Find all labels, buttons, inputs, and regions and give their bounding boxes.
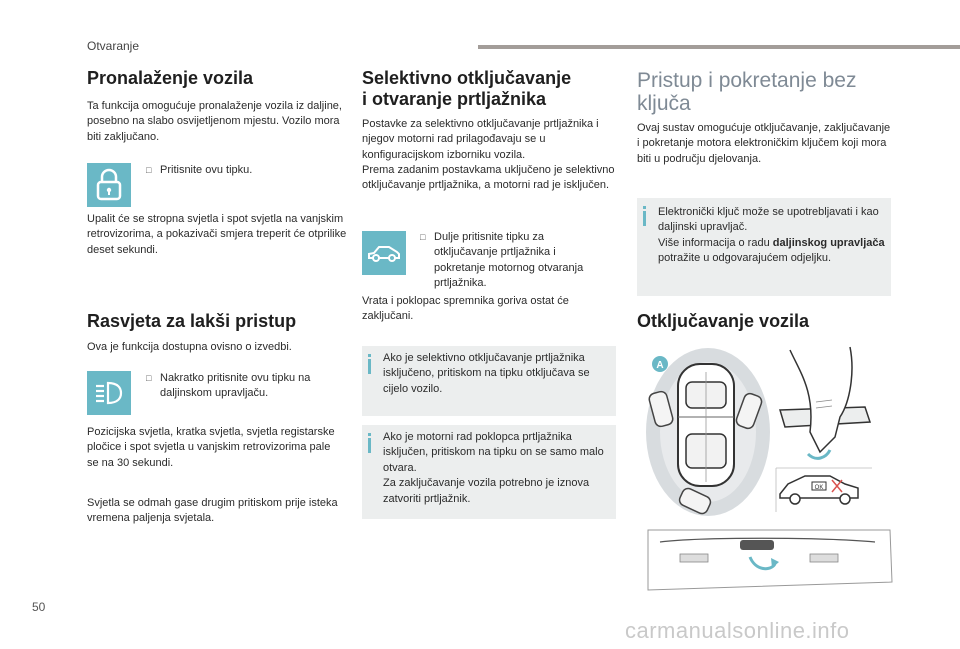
title-vehicle-locator: Pronalaženje vozila — [87, 68, 254, 88]
title-line-2: i otvaranje prtljažnika — [362, 89, 547, 109]
door-handle-hand-icon — [780, 347, 870, 458]
car-keyless-illustration — [640, 342, 895, 607]
title-line-1: Pristup i pokretanje bez — [637, 69, 857, 92]
lighting-step-text: Nakratko pritisnite ovu tipku na daljinskom upravljaču. — [160, 372, 311, 400]
locator-step — [146, 163, 346, 178]
unlocking-illustration — [640, 342, 895, 607]
info-icon — [643, 206, 646, 226]
car-boot-icon — [367, 242, 401, 264]
info-text: Ako je selektivno otključavanje prtljažnika isključeno, pritiskom na tipku otključava se cijelo vozilo. — [383, 352, 590, 395]
locator-step-text: Pritisnite ovu tipku. — [160, 164, 253, 176]
info-text — [383, 430, 611, 507]
page-number: 50 — [32, 600, 46, 614]
lighting-step — [146, 371, 346, 402]
lock-button-icon-box — [87, 163, 131, 207]
watermark: carmanualsonline.info — [625, 618, 850, 643]
section-header: Otvaranje — [87, 39, 140, 53]
info-icon — [368, 433, 371, 453]
title-unlocking-vehicle: Otključavanje vozila — [637, 311, 810, 331]
square-bullet-icon: □ — [146, 373, 152, 383]
headlamp-button-icon-box — [87, 371, 131, 415]
car-top-view-icon — [678, 364, 734, 486]
info-box-selective-off — [362, 346, 616, 416]
square-bullet-icon: □ — [146, 165, 152, 175]
boot-button-icon-box — [362, 231, 406, 275]
title-line-2: ključa — [637, 92, 691, 115]
car-side-icon — [780, 476, 858, 504]
keyless-intro: Ovaj sustav omogućuje otključavanje, zaključavanje i pokretanje motora elektroničkim ključem koji mora biti u području djelovanja. — [637, 122, 891, 165]
title-selective-unlocking — [362, 68, 571, 110]
info-text-part-1: Elektronički ključ može se upotrebljavati i kao daljinski upravljač. — [658, 206, 879, 234]
lighting-intro: Ova je funkcija dostupna ovisno o izvedbi. — [87, 341, 292, 353]
header-bar — [478, 45, 960, 49]
info-text-part-1: Ako je motorni rad poklopca prtljažnika isključen, pritiskom na tipku on se samo malo otvara. — [383, 431, 604, 474]
info-text-bold: daljinskog upravljača — [772, 236, 885, 249]
title-keyless-access — [637, 69, 856, 115]
info-box-motor-off — [362, 425, 616, 519]
boot-result: Vrata i poklopac spremnika goriva ostat će zaključani. — [362, 295, 569, 323]
info-text-part-2: Za zaključavanje vozila potrebno je iznova zatvoriti prtljažnik. — [383, 477, 590, 505]
title-guide-lighting: Rasvjeta za lakši pristup — [87, 311, 297, 331]
boot-step-text: Dulje pritisnite tipku za otključavanje prtljažnika i pokretanje motornog otvaranja prtljažnika. — [434, 231, 584, 290]
info-text — [658, 205, 886, 267]
locator-intro: Ta funkcija omogućuje pronalaženje vozila iz daljine, posebno na slabo osvijetljenom mjestu. Vozilo mora biti zaključano. — [87, 100, 342, 143]
info-text-part-2: Više informacija o radu — [658, 236, 773, 249]
selective-defaults: Prema zadanim postavkama uključeno je selektivno otključavanje prtljažnika, a motorni rad je isključen. — [362, 164, 615, 192]
label-a-badge: A — [656, 360, 664, 371]
headlamp-icon — [94, 380, 124, 406]
padlock-icon — [94, 168, 124, 202]
ok-label: OK — [814, 485, 824, 491]
info-icon — [368, 354, 371, 374]
boot-step — [420, 230, 600, 292]
info-text-part-3: potražite u odgovarajućem odjeljku. — [658, 252, 832, 265]
square-bullet-icon: □ — [420, 232, 426, 242]
info-box-electronic-key — [637, 198, 891, 296]
selective-intro: Postavke za selektivno otključavanje prtljažnika i njegov motorni rad prilagođavaju se u konfiguracijskom izborniku vozila. — [362, 118, 599, 161]
tailgate-handle-icon — [648, 530, 892, 590]
lighting-cancel: Svjetla se odmah gase drugim pritiskom prije isteka vremena paljenja svjetala. — [87, 497, 338, 525]
lighting-result: Pozicijska svjetla, kratka svjetla, svjetla registarske pločice i spot svjetla u vanjskim retrovizorima pale se na 30 sekundi. — [87, 426, 335, 469]
locator-result: Upalit će se stropna svjetla i spot svjetla na vanjskim retrovizorima, a pokazivači smjera treperit će otprilike deset sekundi. — [87, 213, 347, 256]
title-line-1: Selektivno otključavanje — [362, 68, 572, 88]
